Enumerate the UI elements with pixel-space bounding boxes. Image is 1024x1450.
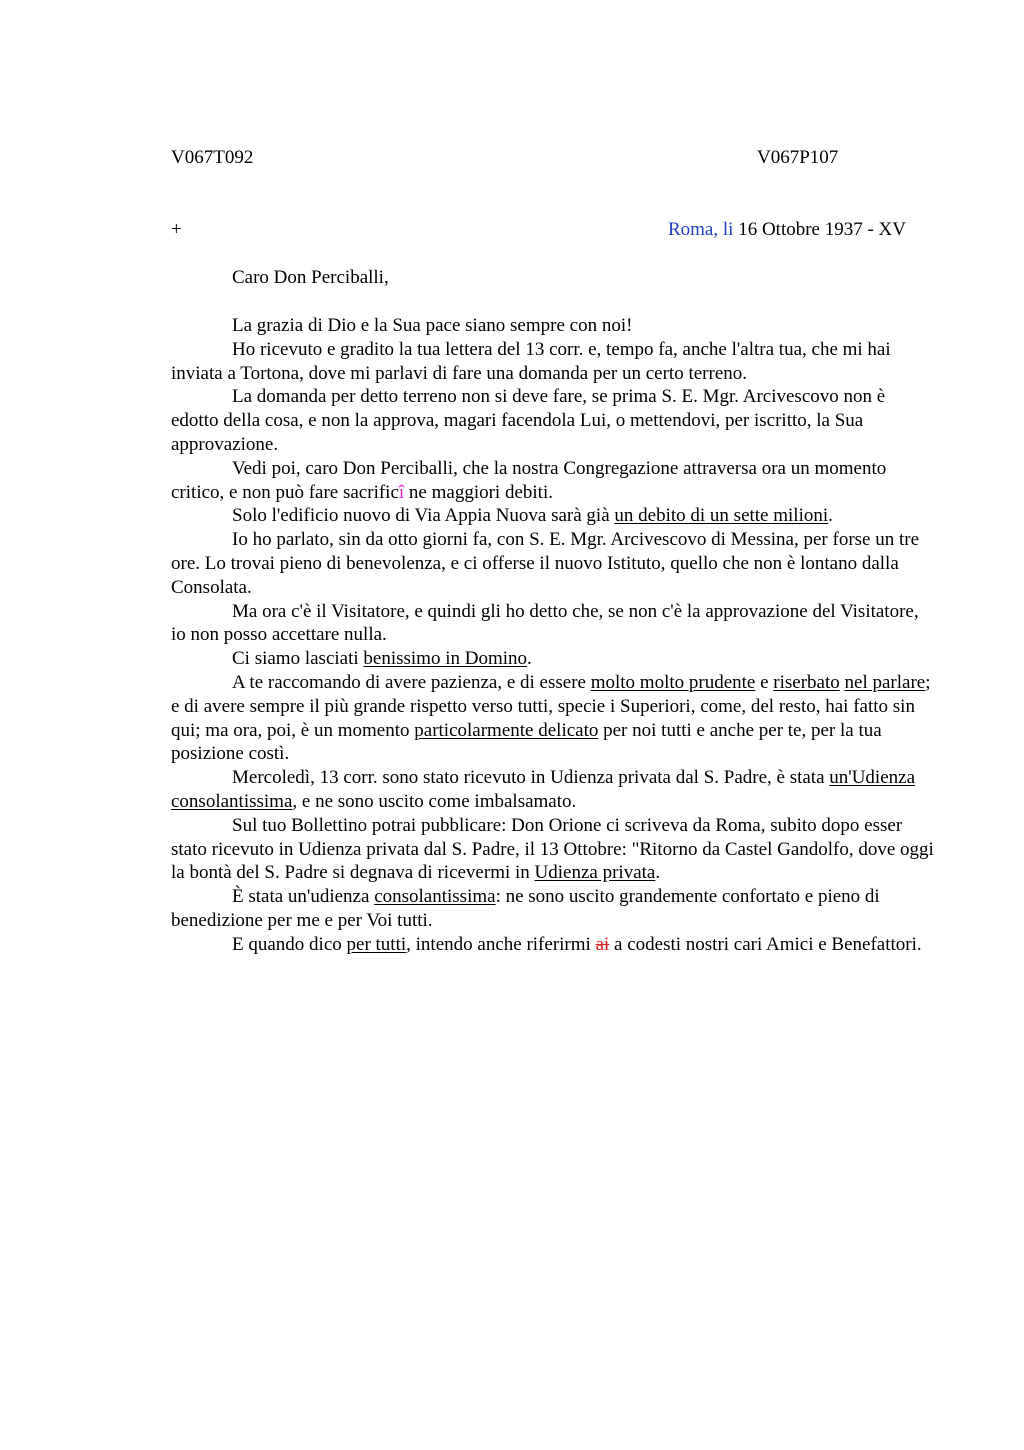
archive-code-left: V067T092 [171,147,254,168]
cross-symbol: + [171,219,182,240]
p11-underlined: Udienza privata [534,862,656,884]
paragraph-1: La grazia di Dio e la Sua pace siano sempre con noi! [232,315,633,336]
p9-underlined-4: particolarmente delicato [414,719,599,741]
p5-text-b: . [828,505,833,527]
p8-underlined: benissimo in Domino [363,648,528,670]
p9-text-a: A te raccomando di avere pazienza, e di essere [232,671,591,693]
p9-text-e: per noi tutti e anche per te, per la tua posizione costì. [171,719,882,765]
p13-text-a: E quando dico [232,933,347,955]
p4-text-c: ne maggiori debiti. [404,481,553,503]
paragraph-2: Ho ricevuto e gradito la tua lettera del 13 corr. e, tempo fa, anche l'altra tua, che mi hai inviata a Tortona, dove mi parlavi di fare una domanda per un certo terreno. [171,338,891,384]
letter-body [171,314,936,957]
paragraph-6: Io ho parlato, sin da otto giorni fa, con S. E. Mgr. Arcivescovo di Messina, per forse un tre ore. Lo trovai pieno di benevolenza, e ci offerse il nuovo Istituto, quello che non è lontano dalla Consolata. [171,529,920,598]
p9-underlined-2: riserbato [773,671,840,693]
paragraph-9 [171,671,936,766]
paragraph-11 [171,814,936,885]
salutation: Caro Don Perciballi, [232,267,389,288]
p13-struck-word: ai [595,933,610,955]
p4-correction-insert: î [398,481,405,503]
paragraph-8 [171,647,936,671]
p9-text-b: e [755,671,774,693]
p10-text-a: Mercoledì, 13 corr. sono stato ricevuto in Udienza privata dal S. Padre, è stata [232,767,830,789]
dateline-place: Roma, li [667,219,734,240]
paragraph-7: Ma ora c'è il Visitatore, e quindi gli ho detto che, se non c'è la approvazione del Visitatore, io non posso accettare nulla. [171,600,919,646]
p11-text-b: . [655,862,661,884]
p9-text-d: ; e di avere sempre il più grande rispetto verso tutti, specie i Superiori, come, del resto, hai fatto sin qui; ma ora, poi, è un momento [171,671,931,741]
p13-text-b: , intendo anche riferirmi [406,933,596,955]
p8-text-a: Ci siamo lasciati [232,648,364,670]
paragraph-13 [171,933,936,957]
archive-code-right: V067P107 [757,147,839,168]
p12-text-b: : ne sono uscito grandemente confortato e pieno di benedizione per me e per Voi tutti. [171,886,880,931]
p8-text-b: . [527,648,532,670]
p4-text-a: Vedi poi, caro Don Perciballi, che la nostra Congregazione attraversa ora un momento critico, e non può fare sacrific [171,457,887,503]
p9-underlined-1: molto molto prudente [590,671,756,693]
dateline-date: 16 Ottobre 1937 - XV [733,219,906,240]
p12-underlined: consolantissima [374,886,496,908]
p12-text-a: È stata un'udienza [232,886,375,908]
p13-underlined: per tutti [346,933,407,955]
p10-text-b: , e ne sono uscito come imbalsamato. [292,790,577,812]
p13-text-c: a codesti nostri cari Amici e Benefattori. [609,933,922,955]
p5-text-a: Solo l'edificio nuovo di Via Appia Nuova sarà già [232,505,615,527]
paragraph-5 [171,504,936,528]
paragraph-4 [171,457,936,505]
p11-text-a: Sul tuo Bollettino potrai pubblicare: Don Orione ci scriveva da Roma, subito dopo esser stato ricevuto in Udienza privata dal S. Padre, il 13 Ottobre: "Ritorno da Castel Gandolfo, dove oggi la bontà del S. Padre si degnava di ricevermi in [171,814,934,884]
paragraph-12 [171,885,936,933]
p9-underlined-3: nel parlare [844,671,926,693]
dateline [668,218,906,242]
paragraph-10 [171,766,936,814]
p10-underlined: un'Udienza consolantissima [171,767,916,812]
p5-underlined: un debito di un sette milioni [614,505,829,527]
paragraph-3: La domanda per detto terreno non si deve fare, se prima S. E. Mgr. Arcivescovo non è edotto della cosa, e non la approva, magari facendola Lui, o mettendovi, per iscritto, la Sua approvazione. [171,386,886,455]
